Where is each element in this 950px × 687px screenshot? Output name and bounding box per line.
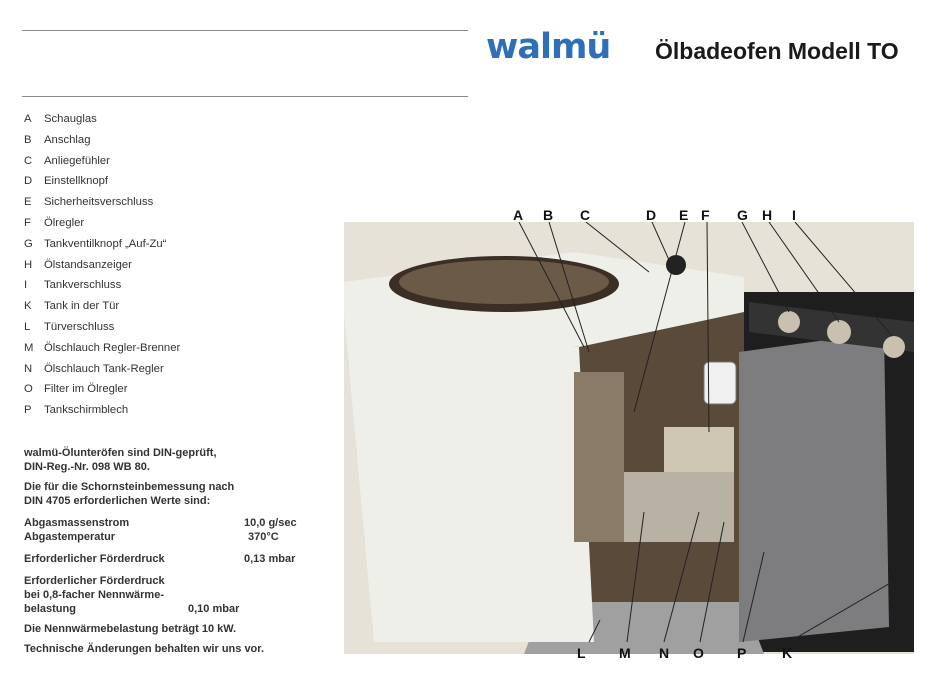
legend-letter: K xyxy=(24,300,32,313)
disclaimer: Technische Änderungen behalten wir uns vor. xyxy=(24,643,265,655)
chimney-line-2: DIN 4705 erforderlichen Werte sind: xyxy=(24,495,211,507)
spec-label: belastung xyxy=(24,603,76,615)
legend-label: Tankverschluss xyxy=(44,279,122,292)
legend-item xyxy=(24,320,324,341)
callout-label: E xyxy=(679,207,689,223)
legend-letter: D xyxy=(24,175,33,188)
legend-letter: N xyxy=(24,362,33,375)
legend-label: Anschlag xyxy=(44,133,91,146)
spec-row xyxy=(24,516,314,530)
callout-label: C xyxy=(580,207,591,223)
legend-label: Einstellknopf xyxy=(44,175,109,188)
page-title: Ölbadeofen Modell TO xyxy=(655,38,899,64)
spec-label: Abgastemperatur xyxy=(24,531,116,543)
product-photo xyxy=(344,222,914,654)
legend-item xyxy=(24,403,324,424)
spec-label: Erforderlicher Förderdruck xyxy=(24,553,165,565)
legend-letter: F xyxy=(24,216,31,229)
spec-value: 0,10 mbar xyxy=(188,603,240,615)
technical-info xyxy=(24,446,314,662)
legend-item xyxy=(24,174,324,195)
callout-label: D xyxy=(646,207,657,223)
chimney-line-1: Die für die Schornsteinbemessung nach xyxy=(24,481,235,493)
callout-label: L xyxy=(577,645,586,661)
callout-label: O xyxy=(693,645,704,661)
legend-label: Ölstandsanzeiger xyxy=(44,258,132,271)
callout-label: K xyxy=(782,645,793,661)
legend-label: Sicherheitsverschluss xyxy=(44,196,154,209)
legend-letter: G xyxy=(24,237,33,250)
spec-value: 0,13 mbar xyxy=(244,553,296,565)
legend-label: Türverschluss xyxy=(44,320,115,333)
legend-item xyxy=(24,112,324,133)
din-line-1: walmü-Ölunteröfen sind DIN-geprüft, xyxy=(24,447,217,459)
legend-letter: E xyxy=(24,196,32,209)
legend-item xyxy=(24,216,324,237)
legend-item xyxy=(24,362,324,383)
callout-label: B xyxy=(543,207,554,223)
legend-letter: B xyxy=(24,133,32,146)
legend-label: Ölregler xyxy=(44,216,85,229)
legend-label: Anliegefühler xyxy=(44,154,110,167)
legend-item xyxy=(24,195,324,216)
spec-label: Erforderlicher Förderdruck xyxy=(24,575,165,587)
callout-label: N xyxy=(659,645,670,661)
legend-letter: I xyxy=(24,279,28,292)
legend-letter: H xyxy=(24,258,33,271)
top-rule-2 xyxy=(22,96,468,97)
legend-label: Tankventilknopf „Auf-Zu“ xyxy=(44,237,167,250)
din-line-2: DIN-Reg.-Nr. 098 WB 80. xyxy=(24,461,150,473)
legend-label: Ölschlauch Tank-Regler xyxy=(44,362,164,375)
legend-label: Ölschlauch Regler-Brenner xyxy=(44,341,181,354)
legend-letter: P xyxy=(24,404,32,417)
legend-label: Tank in der Tür xyxy=(44,300,120,313)
callout-label: M xyxy=(619,645,631,661)
legend-item xyxy=(24,299,324,320)
top-rule-1 xyxy=(22,30,468,31)
legend-label: Schauglas xyxy=(44,113,97,125)
rated-load-note: Die Nennwärmebelastung beträgt 10 kW. xyxy=(24,623,237,635)
parts-legend xyxy=(24,112,324,424)
legend-letter: C xyxy=(24,154,33,167)
callout-label: H xyxy=(762,207,773,223)
spec-label: bei 0,8-facher Nennwärme- xyxy=(24,589,164,601)
legend-letter: A xyxy=(24,113,32,125)
brand-logo: walmü xyxy=(486,27,611,67)
spec-value: 10,0 g/sec xyxy=(244,517,297,529)
callout-label: G xyxy=(737,207,748,223)
callout-label: A xyxy=(513,207,524,223)
legend-item xyxy=(24,258,324,279)
spec-row xyxy=(24,530,314,544)
callout-label: P xyxy=(737,645,747,661)
legend-item xyxy=(24,278,324,299)
legend-item xyxy=(24,341,324,362)
legend-letter: O xyxy=(24,383,33,396)
legend-item xyxy=(24,237,324,258)
callout-label: I xyxy=(792,207,796,223)
spec-label: Abgasmassenstrom xyxy=(24,517,130,529)
callout-label: F xyxy=(701,207,710,223)
spec-row xyxy=(24,574,314,616)
legend-letter: M xyxy=(24,341,34,354)
chimney-note xyxy=(24,480,314,508)
legend-label: Tankschirmblech xyxy=(44,404,129,417)
spec-value: 370°C xyxy=(248,531,279,543)
legend-item xyxy=(24,382,324,403)
legend-letter: L xyxy=(24,320,31,333)
legend-label: Filter im Ölregler xyxy=(44,383,128,396)
legend-item xyxy=(24,133,324,154)
spec-row xyxy=(24,552,314,566)
legend-item xyxy=(24,154,324,175)
din-note xyxy=(24,446,314,474)
